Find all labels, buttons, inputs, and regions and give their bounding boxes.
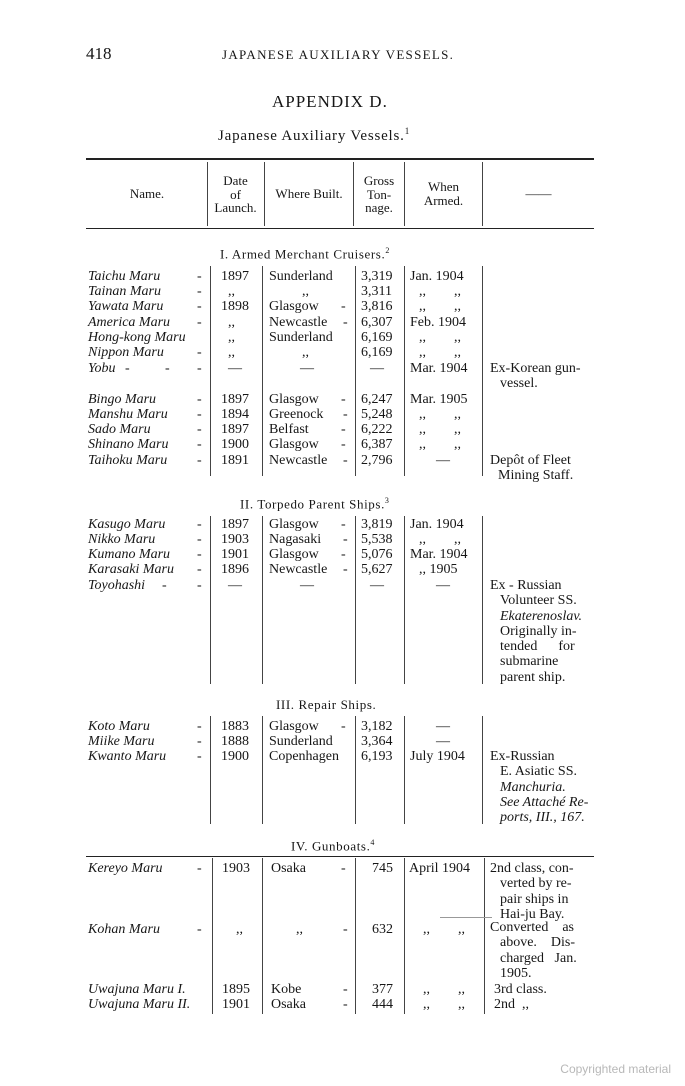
leader-dash: - [197, 422, 202, 437]
launch-year: 1903 [221, 532, 249, 547]
remark-line: 3rd class. [494, 982, 547, 997]
launch-year: 1883 [221, 719, 249, 734]
launch-year: ,, [228, 345, 235, 360]
vessel-name: Kasugo Maru [88, 517, 166, 532]
column-divider [404, 716, 405, 824]
vessel-name: Toyohashi [88, 578, 146, 593]
remark-note-kwanto [490, 749, 594, 825]
build-place: Newcastle [269, 315, 328, 330]
armed-date: Jan. 1904 [410, 269, 464, 284]
col-header-ton-1: Gross [363, 173, 395, 188]
leader-dash: - [343, 453, 348, 468]
col-header-armed-1: When [427, 179, 460, 194]
build-place: — [300, 578, 314, 593]
column-divider [355, 716, 356, 824]
build-place: Glasgow [269, 719, 319, 734]
armed-ditto: ,, [423, 922, 430, 937]
table-title-footnote: 1 [404, 126, 411, 136]
header-bottom-rule [86, 228, 594, 229]
col-header-launch-2: of [230, 186, 241, 202]
leader-dash: - [197, 734, 202, 749]
column-divider [484, 858, 485, 1014]
armed-date: Mar. 1904 [410, 361, 468, 376]
gross-tonnage: 6,169 [361, 345, 393, 360]
vessel-name: Bingo Maru [88, 392, 157, 407]
launch-year: — [228, 361, 242, 376]
column-divider [355, 266, 356, 476]
gross-tonnage: 5,248 [361, 407, 393, 422]
launch-year: 1897 [221, 269, 249, 284]
launch-year: 1894 [221, 407, 249, 422]
column-divider [210, 266, 211, 476]
remark-line: vessel. [500, 376, 538, 391]
launch-year: 1903 [222, 861, 250, 876]
launch-year: 1897 [221, 422, 249, 437]
section-heading [276, 697, 376, 713]
leader-dash: - [343, 407, 348, 422]
leader-dash: - [197, 299, 202, 314]
build-place: Sunderland [269, 269, 333, 284]
armed-ditto: ,, [419, 422, 426, 437]
leader-dash: - [197, 284, 202, 299]
gross-tonnage: 3,182 [361, 719, 393, 734]
vessel-name: Taichu Maru [88, 269, 161, 284]
remark-line: E. Asiatic SS. [500, 764, 578, 780]
remark-line: submarine [500, 654, 559, 670]
col-header-remarks: —— [525, 186, 552, 201]
remark-line: ports, III., 167. [500, 810, 585, 826]
remark-line: Ex - Russian [490, 578, 562, 593]
build-place: Glasgow [269, 437, 319, 452]
launch-year: ,, [228, 284, 235, 299]
leader-dash: - [341, 392, 346, 407]
section-rule [86, 856, 594, 857]
launch-year: 1900 [221, 749, 249, 764]
section-heading [240, 496, 390, 512]
leader-dash: - [343, 982, 348, 997]
gross-tonnage: 444 [372, 997, 393, 1012]
leader-dash: - [197, 453, 202, 468]
build-place: Greenock [269, 407, 324, 422]
running-head: JAPANESE AUXILIARY VESSELS. [222, 47, 455, 62]
armed-ditto: ,, [454, 299, 461, 314]
section-footnote: 3 [384, 496, 390, 505]
remark-line: Ex-Korean gun- [490, 361, 581, 376]
launch-year: 1901 [221, 547, 249, 562]
column-divider [404, 858, 405, 1014]
gross-tonnage: — [370, 578, 384, 593]
column-divider [482, 516, 483, 684]
section-footnote: 2 [385, 246, 390, 255]
leader-dash: - [341, 437, 346, 452]
vessel-name: Hong-kong Maru [88, 330, 186, 345]
remark-line: Mining Staff. [498, 468, 574, 483]
launch-year: 1888 [221, 734, 249, 749]
armed-ditto: ,, [458, 922, 465, 937]
column-divider [404, 266, 405, 476]
build-place: Sunderland [269, 330, 333, 345]
armed-ditto: ,, [454, 532, 461, 547]
armed-ditto: ,, [423, 997, 430, 1012]
leader-dash: - [341, 861, 346, 876]
remark-line: Ekaterenoslav. [500, 608, 583, 624]
gross-tonnage: 3,311 [361, 284, 392, 299]
leader-dash: - [197, 517, 202, 532]
remark-line: Originally in- [500, 623, 577, 639]
leader-dash: - [197, 407, 202, 422]
armed-date: Mar. 1905 [410, 392, 468, 407]
column-divider [404, 516, 405, 684]
leader-dash: - [197, 578, 202, 593]
build-place: Osaka [271, 997, 306, 1012]
leader-dash: - [197, 437, 202, 452]
vessel-name: Kumano Maru [88, 547, 171, 562]
leader-dash: - [341, 299, 346, 314]
gross-tonnage: 6,247 [361, 392, 393, 407]
launch-year: 1901 [222, 997, 250, 1012]
vessel-name: Karasaki Maru [88, 562, 174, 577]
section-title: II. Torpedo Parent Ships. [240, 496, 385, 512]
col-header-launch-3: Launch. [214, 200, 257, 215]
vessel-name: Taihoku Maru [88, 453, 168, 468]
launch-year: 1895 [222, 982, 250, 997]
page-number: 418 [86, 44, 112, 63]
armed-date: Feb. 1904 [410, 315, 466, 330]
remark-line: Hai-ju Bay. [500, 906, 565, 922]
col-header-launch-1: Date [223, 173, 248, 188]
column-divider [210, 516, 211, 684]
column-divider [262, 716, 263, 824]
vessel-name: Tainan Maru [88, 284, 162, 299]
leader-dash: - [341, 422, 346, 437]
vessel-name: Kwanto Maru [88, 749, 167, 764]
armed-ditto: ,, [454, 284, 461, 299]
vessel-name: Sado Maru [88, 422, 151, 437]
armed-ditto: ,, [454, 437, 461, 452]
col-header-name: Name. [129, 186, 165, 201]
armed-ditto: ,, [419, 330, 426, 345]
remark-note-kohan [490, 920, 596, 981]
leader-dash: - [343, 997, 348, 1012]
col-header-armed [405, 180, 482, 207]
launch-year: 1896 [221, 562, 249, 577]
table-title [218, 126, 410, 145]
leader-dash: - [343, 315, 348, 330]
armed-ditto: ,, [454, 407, 461, 422]
leader-dash: - [197, 749, 202, 764]
gross-tonnage: 6,387 [361, 437, 393, 452]
leader-dash: - [162, 578, 167, 593]
vessel-name: Miike Maru [88, 734, 155, 749]
remark-line: pair ships in [500, 891, 569, 907]
vessel-name: America Maru [88, 315, 171, 330]
col-header-launch [207, 174, 264, 215]
armed-date: — [436, 578, 450, 593]
leader-dash: - [197, 861, 202, 876]
leader-dash: - [197, 562, 202, 577]
column-divider [482, 716, 483, 824]
build-place: ,, [302, 284, 309, 299]
gross-tonnage: 6,222 [361, 422, 393, 437]
armed-ditto: ,, [454, 422, 461, 437]
remark-line: Converted as [490, 920, 574, 935]
leader-dash: - [341, 547, 346, 562]
gross-tonnage: — [370, 361, 384, 376]
build-place: Kobe [271, 982, 302, 997]
vessel-name: Koto Maru [88, 719, 150, 734]
build-place: — [300, 361, 314, 376]
section-footnote: 4 [370, 838, 376, 847]
remark-line: Ex-Russian [490, 749, 555, 764]
copyright-watermark: Copyrighted material [560, 1062, 671, 1076]
gross-tonnage: 5,627 [361, 562, 393, 577]
leader-dash: - [165, 361, 170, 376]
col-header-armed-2: Armed. [423, 192, 464, 208]
column-divider [355, 516, 356, 684]
gross-tonnage: 3,816 [361, 299, 393, 314]
leader-dash: - [341, 719, 346, 734]
column-divider [210, 716, 211, 824]
launch-year: 1891 [221, 453, 249, 468]
leader-dash: - [197, 315, 202, 330]
build-place: Glasgow [269, 392, 319, 407]
gross-tonnage: 5,076 [361, 547, 393, 562]
launch-year: 1897 [221, 392, 249, 407]
armed-ditto: ,, [458, 997, 465, 1012]
leader-dash: - [343, 922, 348, 937]
armed-ditto: ,, [419, 284, 426, 299]
armed-ditto: ,, [419, 532, 426, 547]
remark-line: tended for [500, 639, 575, 655]
leader-dash: - [343, 532, 348, 547]
leader-dash: - [341, 517, 346, 532]
remark-line: Volunteer SS. [500, 593, 577, 609]
gross-tonnage: 3,319 [361, 269, 393, 284]
armed-date: ,, 1905 [419, 562, 458, 577]
column-divider [262, 266, 263, 476]
col-header-tonnage [354, 174, 404, 215]
section-title: I. Armed Merchant Cruisers. [220, 246, 386, 262]
armed-ditto: ,, [423, 982, 430, 997]
remark-line: 2nd class, con- [490, 861, 574, 876]
build-place: Osaka [271, 861, 306, 876]
leader-dash: - [197, 392, 202, 407]
launch-year: 1897 [221, 517, 249, 532]
vessel-name: Uwajuna Maru II. [88, 997, 191, 1012]
section-heading [220, 246, 390, 262]
remark-divider [440, 917, 492, 918]
build-place: Newcastle [269, 453, 328, 468]
armed-ditto: ,, [419, 407, 426, 422]
remark-note-kereyo [490, 861, 596, 922]
armed-ditto: ,, [419, 437, 426, 452]
gross-tonnage: 6,307 [361, 315, 393, 330]
col-header-built: Where Built. [275, 186, 343, 201]
leader-dash: - [197, 345, 202, 360]
leader-dash: - [197, 269, 202, 284]
build-place: Belfast [269, 422, 309, 437]
vessel-name: Nikko Maru [88, 532, 156, 547]
armed-ditto: ,, [454, 345, 461, 360]
armed-ditto: ,, [454, 330, 461, 345]
remark-line: 2nd ,, [494, 997, 529, 1012]
remark-line: See Attaché Re- [500, 794, 589, 810]
build-place: Glasgow [269, 299, 319, 314]
col-header-ton-3: nage. [365, 200, 393, 215]
build-place: ,, [296, 922, 303, 937]
leader-dash: - [343, 562, 348, 577]
leader-dash: - [197, 547, 202, 562]
armed-date: July 1904 [410, 749, 465, 764]
remark-line: charged Jan. [500, 950, 577, 966]
gross-tonnage: 377 [372, 982, 393, 997]
vessel-name: Yawata Maru [88, 299, 164, 314]
column-divider [212, 858, 213, 1014]
table-top-rule [86, 158, 594, 160]
launch-year: ,, [236, 922, 243, 937]
gross-tonnage: 632 [372, 922, 393, 937]
launch-year: ,, [228, 315, 235, 330]
leader-dash: - [197, 532, 202, 547]
remark-line: verted by re- [500, 876, 572, 892]
gross-tonnage: 3,364 [361, 734, 393, 749]
gross-tonnage: 6,169 [361, 330, 393, 345]
vessel-name: Kereyo Maru [88, 861, 163, 876]
gross-tonnage: 745 [372, 861, 393, 876]
armed-date: April 1904 [409, 861, 471, 876]
section-title: IV. Gunboats. [291, 838, 371, 854]
column-divider [355, 858, 356, 1014]
launch-year: — [228, 578, 242, 593]
col-header-ton-2: Ton- [366, 186, 392, 202]
armed-date: Mar. 1904 [410, 547, 468, 562]
leader-dash: - [197, 922, 202, 937]
launch-year: ,, [228, 330, 235, 345]
armed-ditto: ,, [419, 299, 426, 314]
vessel-name: Shinano Maru [88, 437, 169, 452]
section-title: III. Repair Ships. [276, 697, 377, 712]
remark-note-toyohashi [490, 578, 594, 685]
remark-line: above. Dis- [500, 935, 576, 951]
remark-line: 1905. [500, 965, 532, 981]
vessel-name: Yobu [88, 361, 116, 376]
table-title-text: Japanese Auxiliary Vessels. [218, 128, 405, 144]
build-place: Copenhagen [269, 749, 339, 764]
vessel-name: Kohan Maru [88, 922, 160, 937]
armed-date: Jan. 1904 [410, 517, 464, 532]
build-place: Glasgow [269, 547, 319, 562]
vessel-name: Uwajuna Maru I. [88, 982, 186, 997]
vessel-name: Manshu Maru [88, 407, 168, 422]
appendix-heading: APPENDIX D. [272, 92, 388, 111]
remark-line: Manchuria. [500, 779, 566, 795]
launch-year: 1900 [221, 437, 249, 452]
leader-dash: - [197, 719, 202, 734]
gross-tonnage: 3,819 [361, 517, 393, 532]
column-divider [262, 516, 263, 684]
leader-dash: - [125, 361, 130, 376]
armed-date: — [436, 734, 450, 749]
column-divider [482, 266, 483, 476]
remark-line: Depôt of Fleet [490, 453, 571, 468]
gross-tonnage: 2,796 [361, 453, 393, 468]
armed-date: — [436, 719, 450, 734]
build-place: Nagasaki [269, 532, 322, 547]
gross-tonnage: 5,538 [361, 532, 393, 547]
armed-date: — [436, 453, 450, 468]
build-place: Glasgow [269, 517, 319, 532]
build-place: ,, [302, 345, 309, 360]
build-place: Sunderland [269, 734, 333, 749]
remark-line: parent ship. [500, 669, 566, 685]
build-place: Newcastle [269, 562, 328, 577]
column-divider [262, 858, 263, 1014]
section-heading [291, 838, 375, 854]
leader-dash: - [197, 361, 202, 376]
armed-ditto: ,, [458, 982, 465, 997]
gross-tonnage: 6,193 [361, 749, 393, 764]
vessel-name: Nippon Maru [88, 345, 164, 360]
armed-ditto: ,, [419, 345, 426, 360]
launch-year: 1898 [221, 299, 249, 314]
